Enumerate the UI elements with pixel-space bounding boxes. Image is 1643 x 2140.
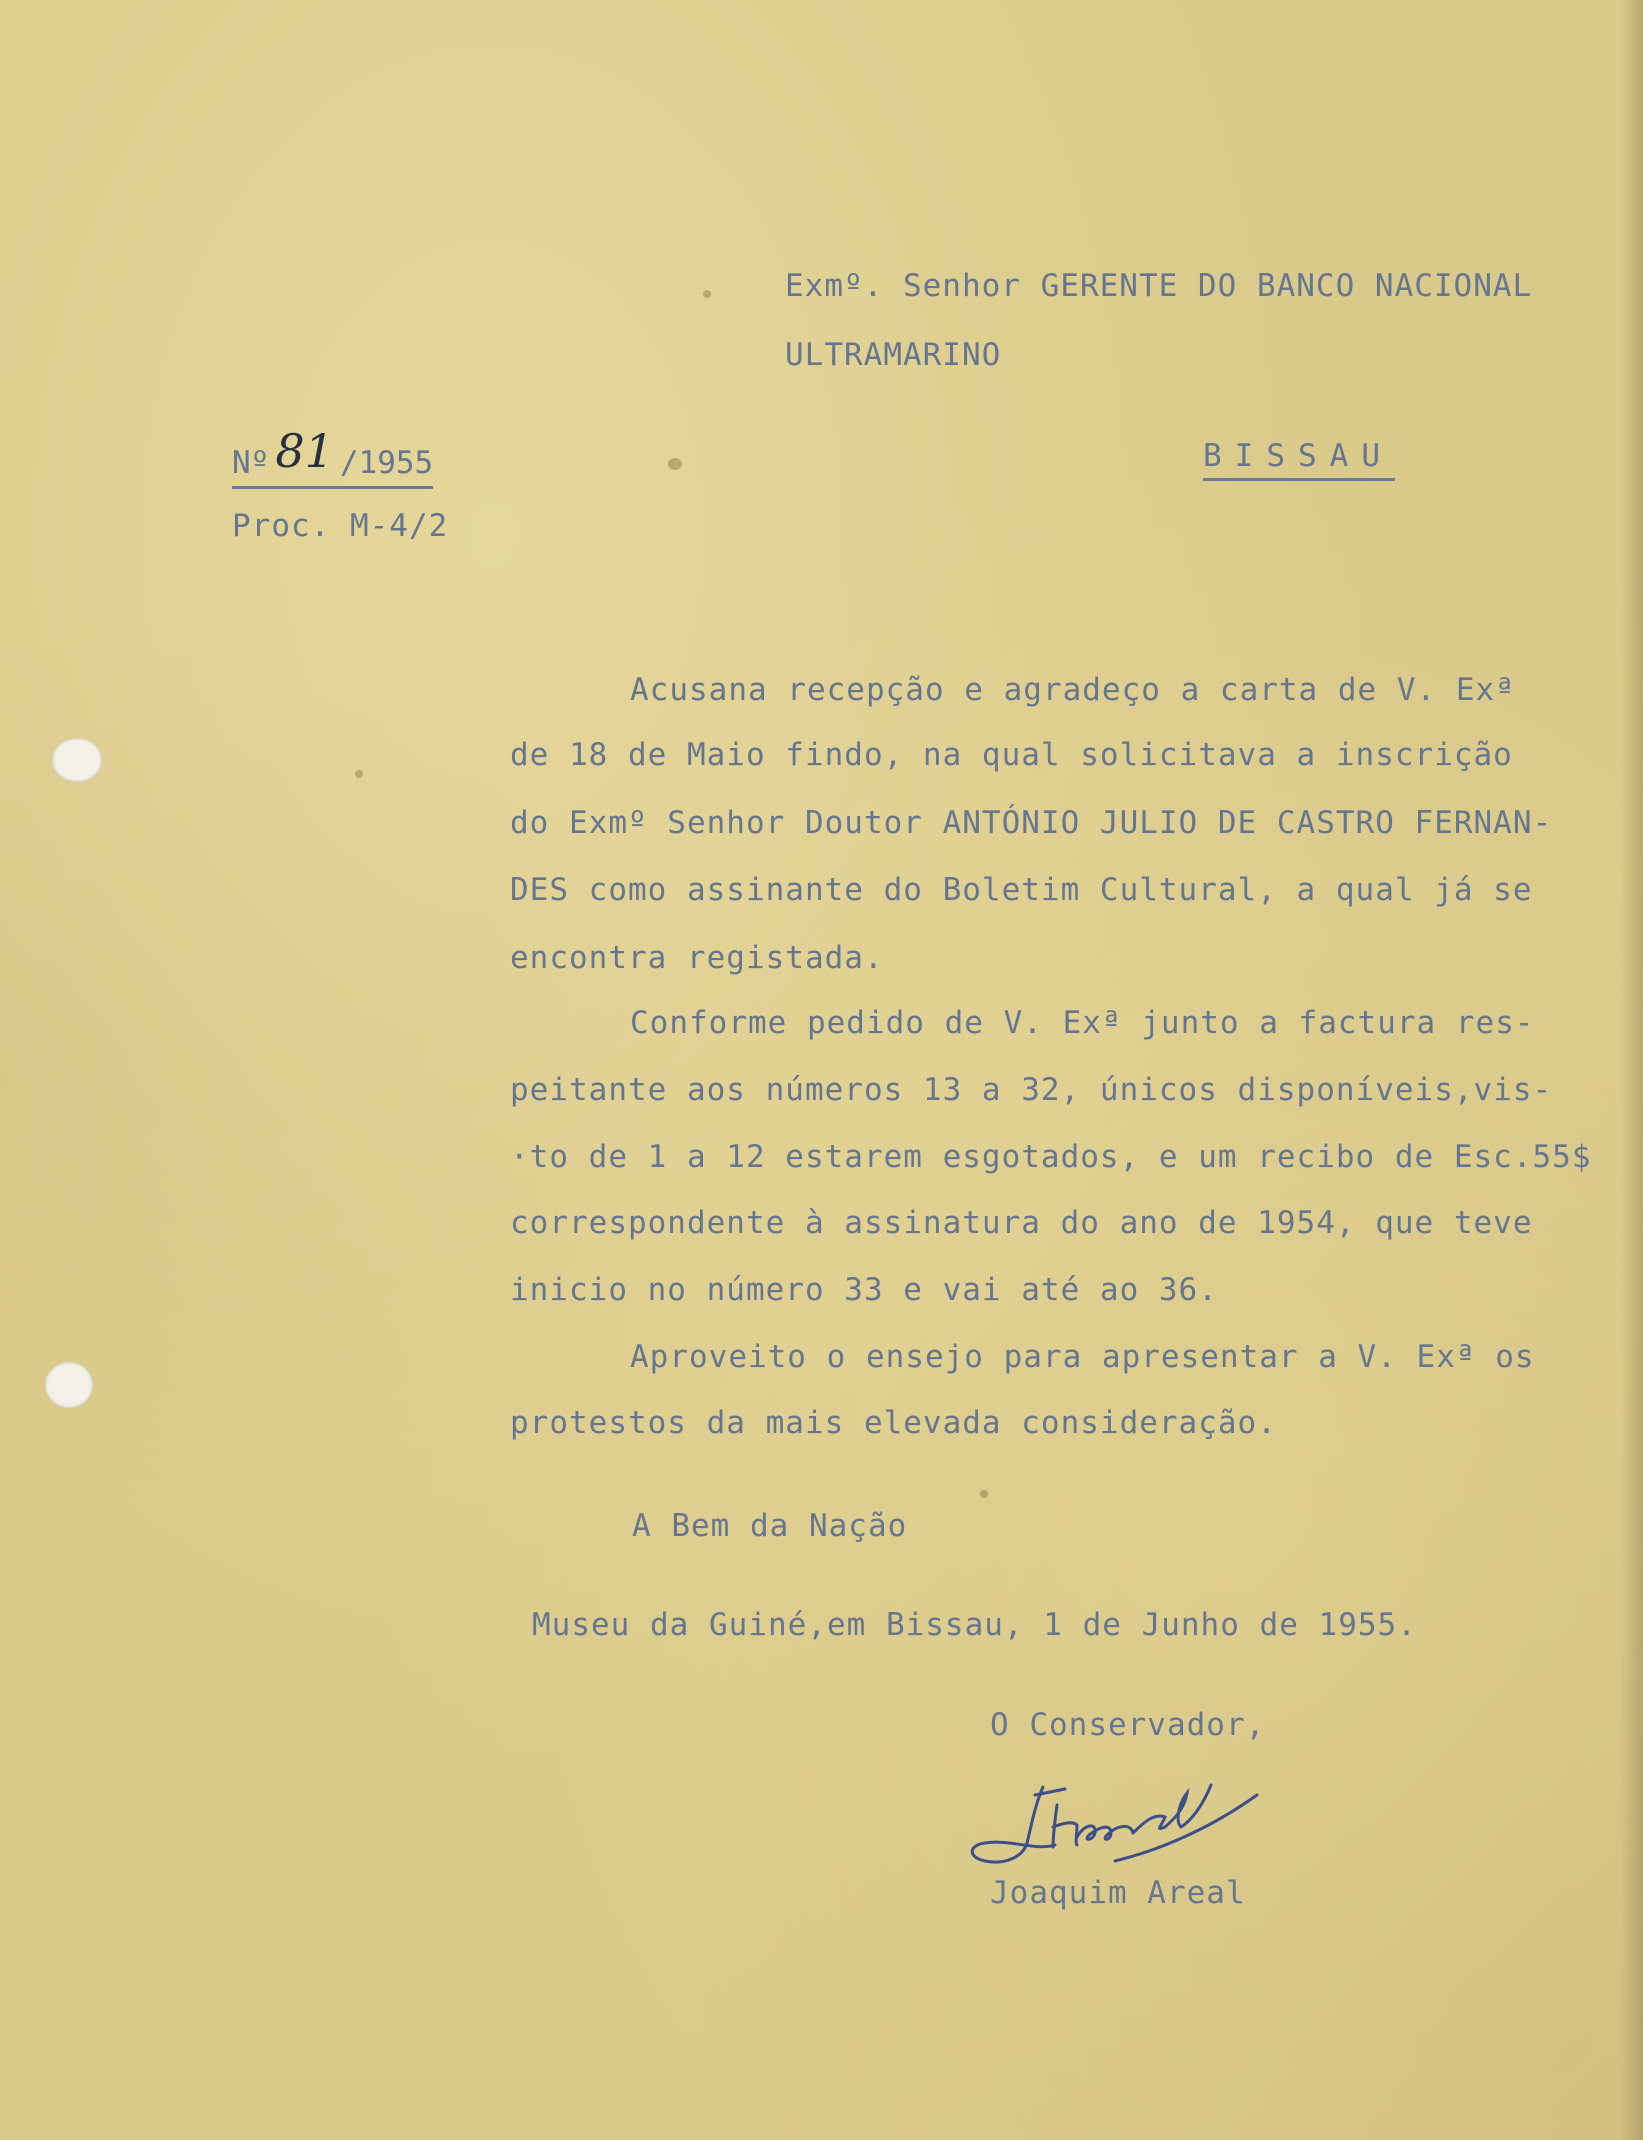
paper-speck: [668, 458, 682, 470]
body-line: de 18 de Maio findo, na qual solicitava a inscrição: [510, 737, 1513, 773]
body-line: ·to de 1 a 12 estarem esgotados, e um recibo de Esc.55$: [510, 1139, 1592, 1175]
process-reference: Proc. M-4/2: [232, 508, 449, 544]
reference-number: [232, 424, 434, 489]
reference-year: /1955: [339, 445, 434, 481]
addressee-line-1: Exmº. Senhor GERENTE DO BANCO NACIONAL: [785, 268, 1533, 304]
punch-hole-bottom: [45, 1362, 93, 1408]
signer-name: Joaquim Areal: [990, 1875, 1246, 1911]
paper-edge-shadow: [1621, 0, 1643, 2140]
body-line: protestos da mais elevada consideração.: [510, 1405, 1277, 1441]
addressee-line-2: ULTRAMARINO: [785, 337, 1002, 373]
handwritten-signature: [965, 1765, 1285, 1875]
body-line: DES como assinante do Boletim Cultural, a qual já se: [510, 872, 1533, 908]
paper-speck: [355, 770, 363, 778]
body-line: Acusana recepção e agradeço a carta de V. Exª: [630, 672, 1515, 708]
reference-prefix: Nº: [232, 445, 270, 481]
body-line: Aproveito o ensejo para apresentar a V. Exª os: [630, 1339, 1535, 1375]
body-line: inicio no número 33 e vai até ao 36.: [510, 1272, 1218, 1308]
handwritten-number: 81: [275, 424, 334, 478]
punch-hole-top: [52, 738, 102, 782]
place-heading: BISSAU: [1203, 438, 1395, 481]
body-line: correspondente à assinatura do ano de 1954, que teve: [510, 1205, 1533, 1241]
body-line: encontra registada.: [510, 940, 884, 976]
dateline: Museu da Guiné,em Bissau, 1 de Junho de 1955.: [532, 1607, 1417, 1643]
body-line: Conforme pedido de V. Exª junto a factura res-: [630, 1005, 1535, 1041]
body-line: do Exmº Senhor Doutor ANTÓNIO JULIO DE CASTRO FERNAN-: [510, 805, 1553, 841]
body-line: peitante aos números 13 a 32, únicos disponíveis,vis-: [510, 1072, 1553, 1108]
paper-speck: [703, 290, 711, 298]
signer-role: O Conservador,: [990, 1707, 1266, 1743]
paper-speck: [980, 1490, 988, 1498]
closing-salutation: A Bem da Nação: [632, 1508, 908, 1544]
